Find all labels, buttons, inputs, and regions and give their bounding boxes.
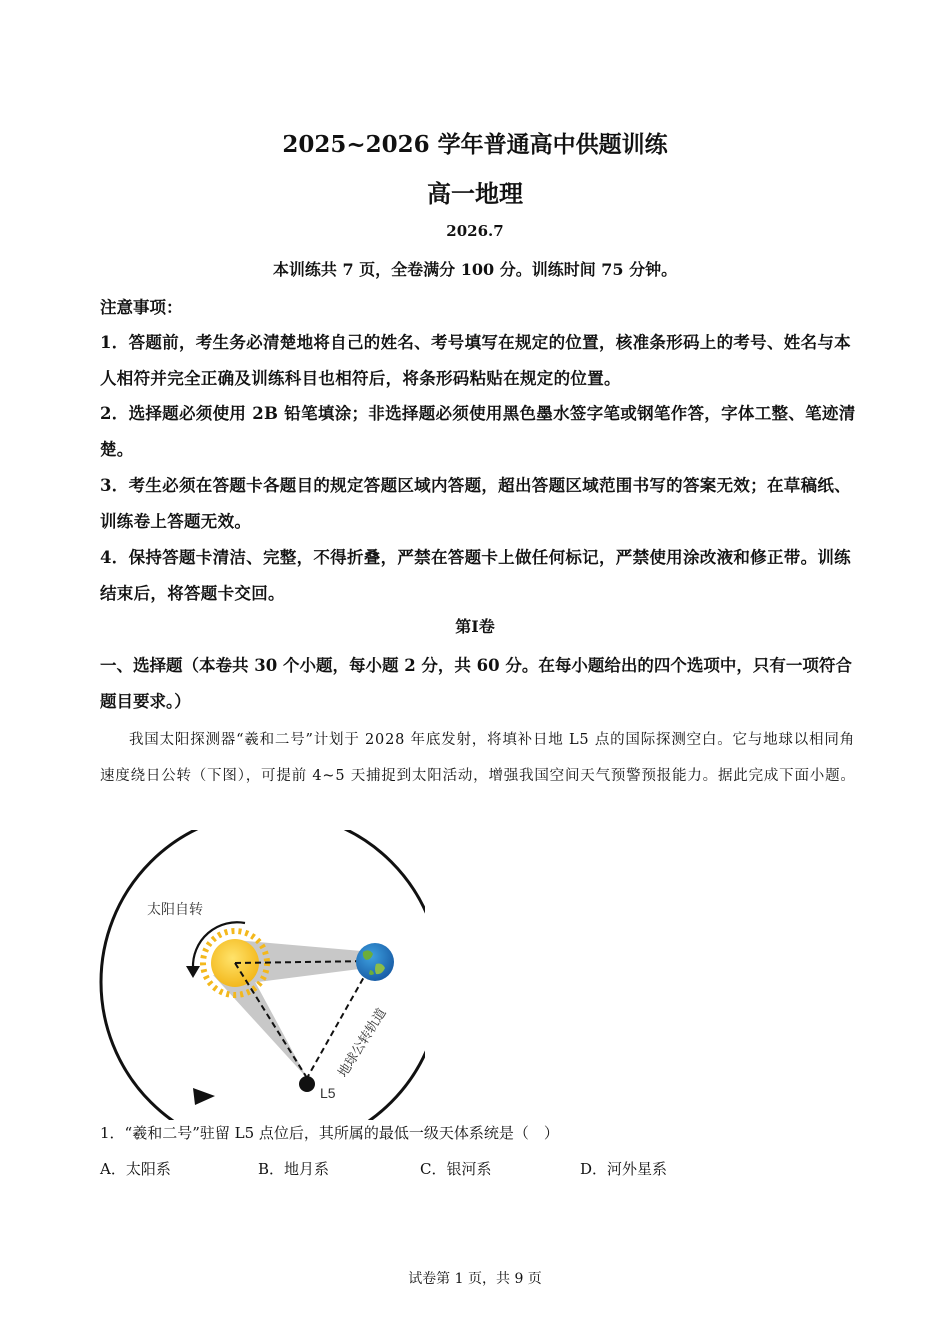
section-heading: 一、选择题（本卷共 30 个小题，每小题 2 分，共 60 分。在每小题给出的四个选项中，只有一项符合题目要求。） <box>100 656 852 711</box>
exam-date: 2026.7 <box>446 222 504 240</box>
orbit-direction-arrow-icon <box>193 1088 215 1105</box>
option-b[interactable]: B．地月系 <box>258 1160 330 1178</box>
volume-label: 第Ⅰ卷 <box>455 617 495 636</box>
page-title: 2025~2026 学年普通高中供题训练 <box>282 131 668 158</box>
option-c[interactable]: C．银河系 <box>420 1160 492 1178</box>
exam-info: 本训练共 7 页，全卷满分 100 分。训练时间 75 分钟。 <box>272 260 678 279</box>
l5-point <box>299 1076 315 1092</box>
option-a[interactable]: A．太阳系 <box>100 1160 171 1178</box>
notice-item: 3．考生必须在答题卡各题目的规定答题区域内答题，超出答题区域范围书写的答案无效；在草稿纸、训练卷上答题无效。 <box>100 476 851 531</box>
subject-title: 高一地理 <box>427 179 523 208</box>
notice-item: 2．选择题必须使用 2B 铅笔填涂；非选择题必须使用黑色墨水签字笔或钢笔作答，字体工整、笔迹清楚。 <box>100 404 856 459</box>
sun-l5-beam <box>213 975 307 1078</box>
sun-rotation-label: 太阳自转 <box>147 901 203 917</box>
page-footer: 试卷第 1 页，共 9 页 <box>408 1271 542 1287</box>
question-stem: 1．“羲和二号”驻留 L5 点位后，其所属的最低一级天体系统是（ ） <box>100 1124 559 1142</box>
reading-passage: 我国太阳探测器“羲和二号”计划于 2028 年底发射，将填补日地 L5 点的国际探测空白。它与地球以相同角速度绕日公转（下图），可提前 4~5 天捕捉到太阳活动，增强我国空间天气预警预报能力。据此完成下面小题。 <box>100 732 856 784</box>
earth-l5-dashed-line <box>307 961 373 1078</box>
notice-item: 1．答题前，考生务必清楚地将自己的姓名、考号填写在规定的位置，核准条形码上的考号、姓名与本人相符并完全正确及训练科目也相符后，将条形码粘贴在规定的位置。 <box>100 333 851 388</box>
orbit-diagram-svg <box>95 830 425 1120</box>
orbit-label: 地球公转轨道 <box>334 1005 389 1080</box>
l5-label: L5 <box>320 1085 336 1101</box>
sun-rotation-arrowhead-icon <box>186 966 200 978</box>
sun-earth-l5-diagram <box>95 830 425 1124</box>
option-d[interactable]: D．河外星系 <box>580 1160 668 1178</box>
earth-icon <box>356 943 394 981</box>
notice-item: 4．保持答题卡清洁、完整，不得折叠，严禁在答题卡上做任何标记，严禁使用涂改液和修正带。训练结束后，将答题卡交回。 <box>100 548 851 603</box>
notice-heading: 注意事项： <box>100 298 183 317</box>
